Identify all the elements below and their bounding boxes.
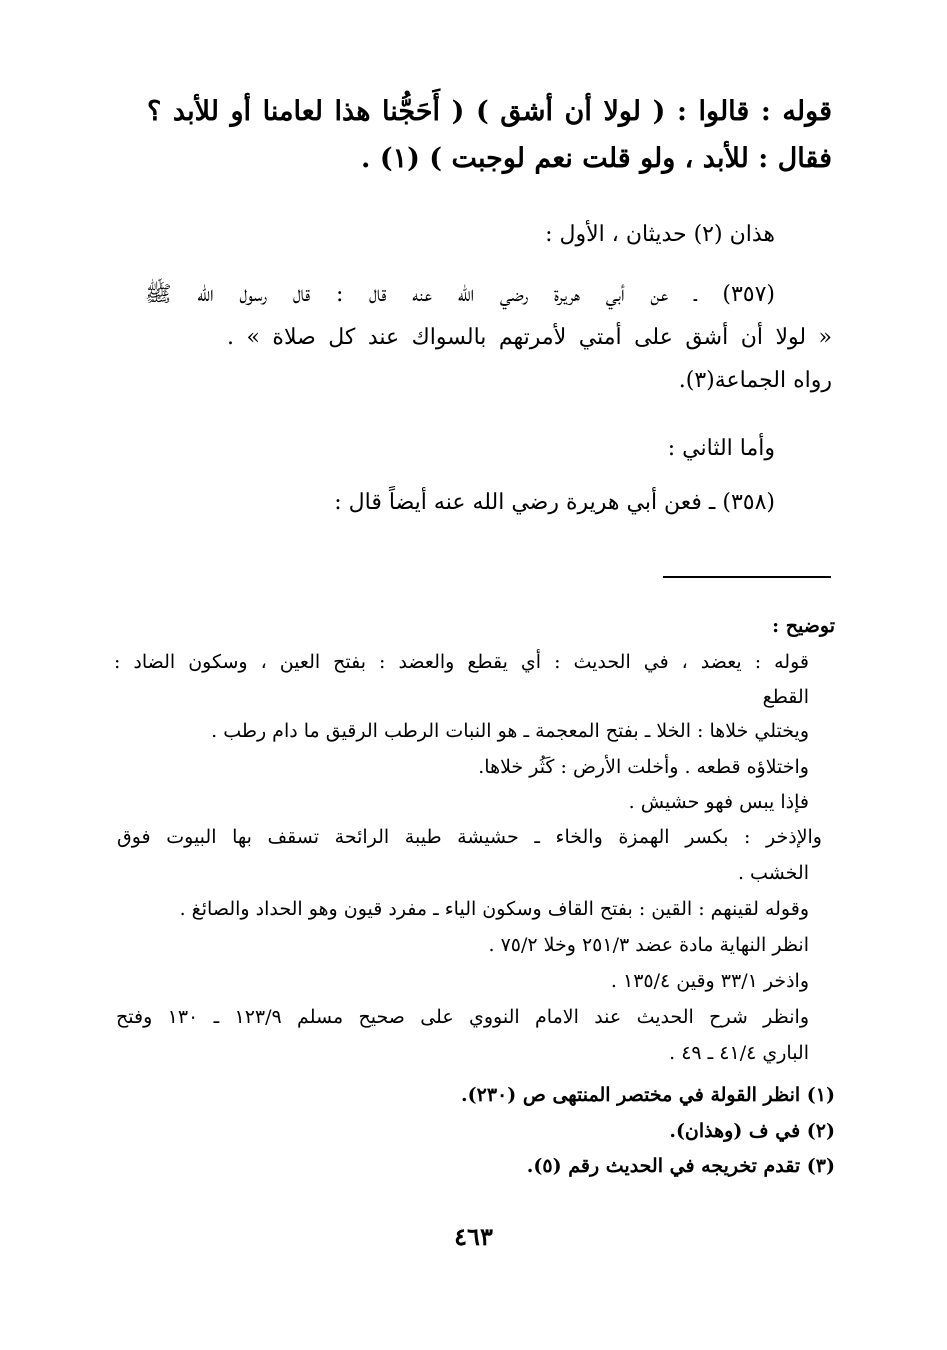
footnote-2: (٢) في ف (وهذان). — [669, 1120, 835, 1142]
intro-text: هذان (٢) حديثان ، الأول : — [545, 222, 775, 247]
note-line: وقوله لقينهم : القين : بفتح القاف وسكون الياء ـ مفرد قيون وهو الحداد والصائغ . — [179, 898, 809, 920]
note-line: القطع — [762, 686, 809, 708]
second-intro: وأما الثاني : — [667, 436, 775, 461]
note-line: ويختلي خلاها : الخلا ـ بفتح المعجمة ـ هو النبات الرطب الرقيق ما دام رطب . — [211, 720, 809, 742]
page-number: ٤٦٣ — [454, 1222, 493, 1251]
note-line: الباري ٤١/٤ ـ ٤٩ . — [669, 1042, 809, 1064]
note-line: الخشب . — [737, 862, 809, 884]
hadith-358-line-1: (٣٥٨) ـ فعن أبي هريرة رضي الله عنه أيضاً قال : — [334, 490, 775, 515]
footnote-separator — [663, 576, 831, 578]
heading-line-2: فقال : للأبد ، ولو قلت نعم لوجبت ) (١) . — [361, 143, 832, 174]
note-line: قوله : يعضد ، في الحديث : أي يقطع والعضد : بفتح العين ، وسكون الضاد : — [114, 651, 809, 673]
footnote-3: (٣) تقدم تخريجه في الحديث رقم (٥). — [526, 1155, 835, 1177]
notes-title: توضيح : — [772, 615, 835, 637]
note-line: والإذخر : بكسر الهمزة والخاء ـ حشيشة طيبة الرائحة تسقف بها البيوت فوق — [117, 826, 822, 848]
hadith-357-line-3: رواه الجماعة(٣). — [678, 368, 832, 393]
note-line: فإذا يبس فهو حشيش . — [628, 791, 809, 813]
note-line: وانظر شرح الحديث عند الامام النووي على صحيح مسلم ١٢٣/٩ ـ ١٣٠ وفتح — [116, 1006, 809, 1028]
heading-line-1: قوله : قالوا : ( لولا أن أشق ) ( أَحَجُّنا هذا لعامنا أو للأبد ؟ — [147, 96, 832, 127]
note-line: انظر النهاية مادة عضد ٢٥١/٣ وخلا ٧٥/٢ . — [488, 934, 809, 956]
hadith-357-line-2: « لولا أن أشق على أمتي لأمرتهم بالسواك عند كل صلاة » . — [227, 325, 832, 350]
note-line: واختلاؤه قطعه . وأخلت الأرض : كَثُر خلاها. — [478, 756, 809, 778]
hadith-357-line-1: (٣٥٧) ـ عن أبي هريرة رضي الله عنه قال : قال رسول الله ﷺ — [145, 282, 775, 307]
note-line: واذخر ٣٣/١ وقين ١٣٥/٤ . — [610, 970, 809, 992]
footnote-1: (١) انظر القولة في مختصر المنتهى ص (٢٣٠). — [461, 1084, 835, 1106]
